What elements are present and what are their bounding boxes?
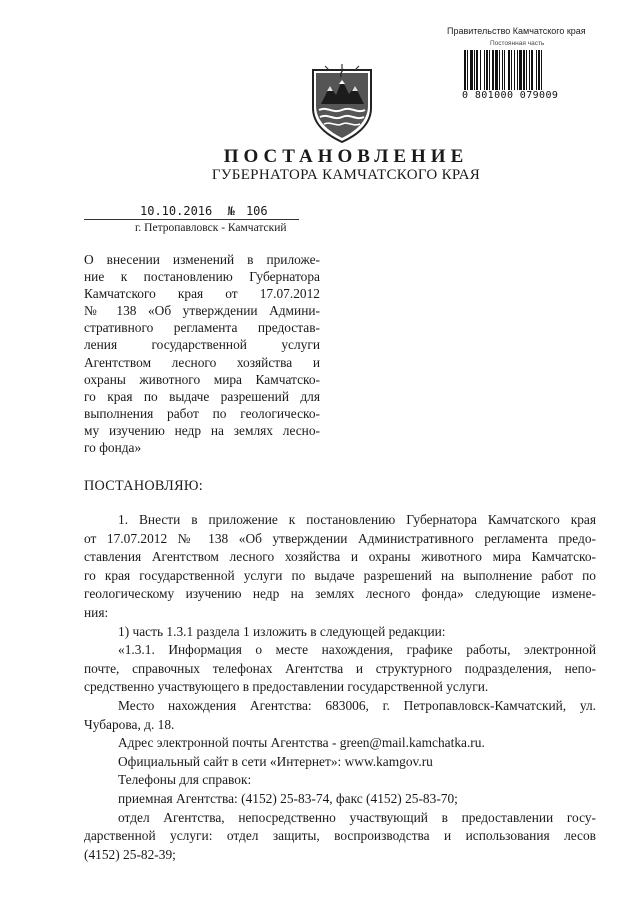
subject-line: Агентством лесного хозяйства и bbox=[84, 354, 320, 370]
body-line: средственно участвующего в предоставлении государственной услуги. bbox=[84, 679, 489, 695]
body-line: ставления Агентством лесного хозяйства и охраны животного мира Камчатско- bbox=[84, 549, 596, 565]
date-number-row bbox=[78, 204, 268, 218]
body-line: «1.3.1. Информация о месте нахождения, графике работы, электронной bbox=[118, 642, 596, 658]
stamp-subtitle: Постоянная часть bbox=[490, 40, 545, 47]
document-title: ПОСТАНОВЛЕНИЕ bbox=[223, 146, 469, 167]
decree-heading: ПОСТАНОВЛЯЮ: bbox=[84, 478, 203, 494]
subject-line: стративного регламента предостав- bbox=[84, 320, 320, 336]
body-line: Официальный сайт в сети «Интернет»: www.kamgov.ru bbox=[118, 753, 433, 769]
barcode-number: 0 801000 079009 bbox=[462, 90, 559, 101]
body-line: Место нахождения Агентства: 683006, г. Петропавловск-Камчатский, ул. bbox=[118, 697, 596, 713]
subject-line: го фонда» bbox=[84, 440, 142, 456]
stamp-organization: Правительство Камчатского края bbox=[447, 26, 586, 36]
subject-line: му изучению недр на землях лесно- bbox=[84, 422, 320, 438]
subject-line: охраны животного мира Камчатско- bbox=[84, 371, 320, 387]
document-city: г. Петропавловск - Камчатский bbox=[135, 222, 287, 234]
body-line: 1. Внести в приложение к постановлению Губернатора Камчатского края bbox=[118, 512, 596, 527]
body-line: (4152) 25-82-39; bbox=[84, 846, 176, 862]
subject-line: го края по выдаче разрешений для bbox=[84, 388, 320, 404]
document-subject bbox=[84, 251, 320, 456]
subject-line: № 138 «Об утверждении Админи- bbox=[84, 303, 320, 319]
body-line: приемная Агентства: (4152) 25-83-74, факс (4152) 25-83-70; bbox=[118, 790, 458, 806]
date-underline bbox=[84, 219, 299, 220]
subject-line: О внесении изменений в приложе- bbox=[84, 252, 320, 267]
document-body bbox=[84, 511, 596, 864]
body-line: почте, справочных телефонах Агентства и структурного подразделения, непо- bbox=[84, 660, 596, 676]
body-line: Чубарова, д. 18. bbox=[84, 716, 175, 732]
document-date: 10.10.2016 bbox=[140, 204, 213, 218]
subject-line: выполнения работ по геологическо- bbox=[84, 405, 320, 421]
body-line: ния: bbox=[84, 604, 109, 620]
body-line: Телефоны для справок: bbox=[118, 772, 252, 788]
body-line: го края государственной услуги по выдаче разрешений на выполнение работ по bbox=[84, 567, 596, 583]
body-line: отдел Агентства, непосредственно участвующий в предоставлении госу- bbox=[118, 809, 596, 825]
document-subtitle: ГУБЕРНАТОРА КАМЧАТСКОГО КРАЯ bbox=[211, 167, 481, 183]
document-number: 106 bbox=[245, 204, 268, 218]
body-line: дарственной услуги: отдел защиты, воспроизводства и использования лесов bbox=[84, 828, 596, 844]
barcode bbox=[462, 46, 574, 92]
number-sign: № bbox=[227, 204, 235, 218]
subject-line: ления государственной услуги bbox=[84, 337, 320, 353]
body-line: Адрес электронной почты Агентства - green@mail.kamchatka.ru. bbox=[118, 735, 485, 751]
subject-line: ние к постановлению Губернатора bbox=[84, 269, 320, 285]
body-line: от 17.07.2012 № 138 «Об утверждении Административного регламента предо- bbox=[84, 530, 596, 546]
kamchatka-coat-of-arms-icon bbox=[307, 64, 377, 144]
subject-line: Камчатского края от 17.07.2012 bbox=[84, 286, 320, 302]
body-line: геологическому изучению недр на землях лесного фонда» следующие измене- bbox=[84, 586, 596, 602]
body-line: 1) часть 1.3.1 раздела 1 изложить в следующей редакции: bbox=[118, 623, 446, 639]
